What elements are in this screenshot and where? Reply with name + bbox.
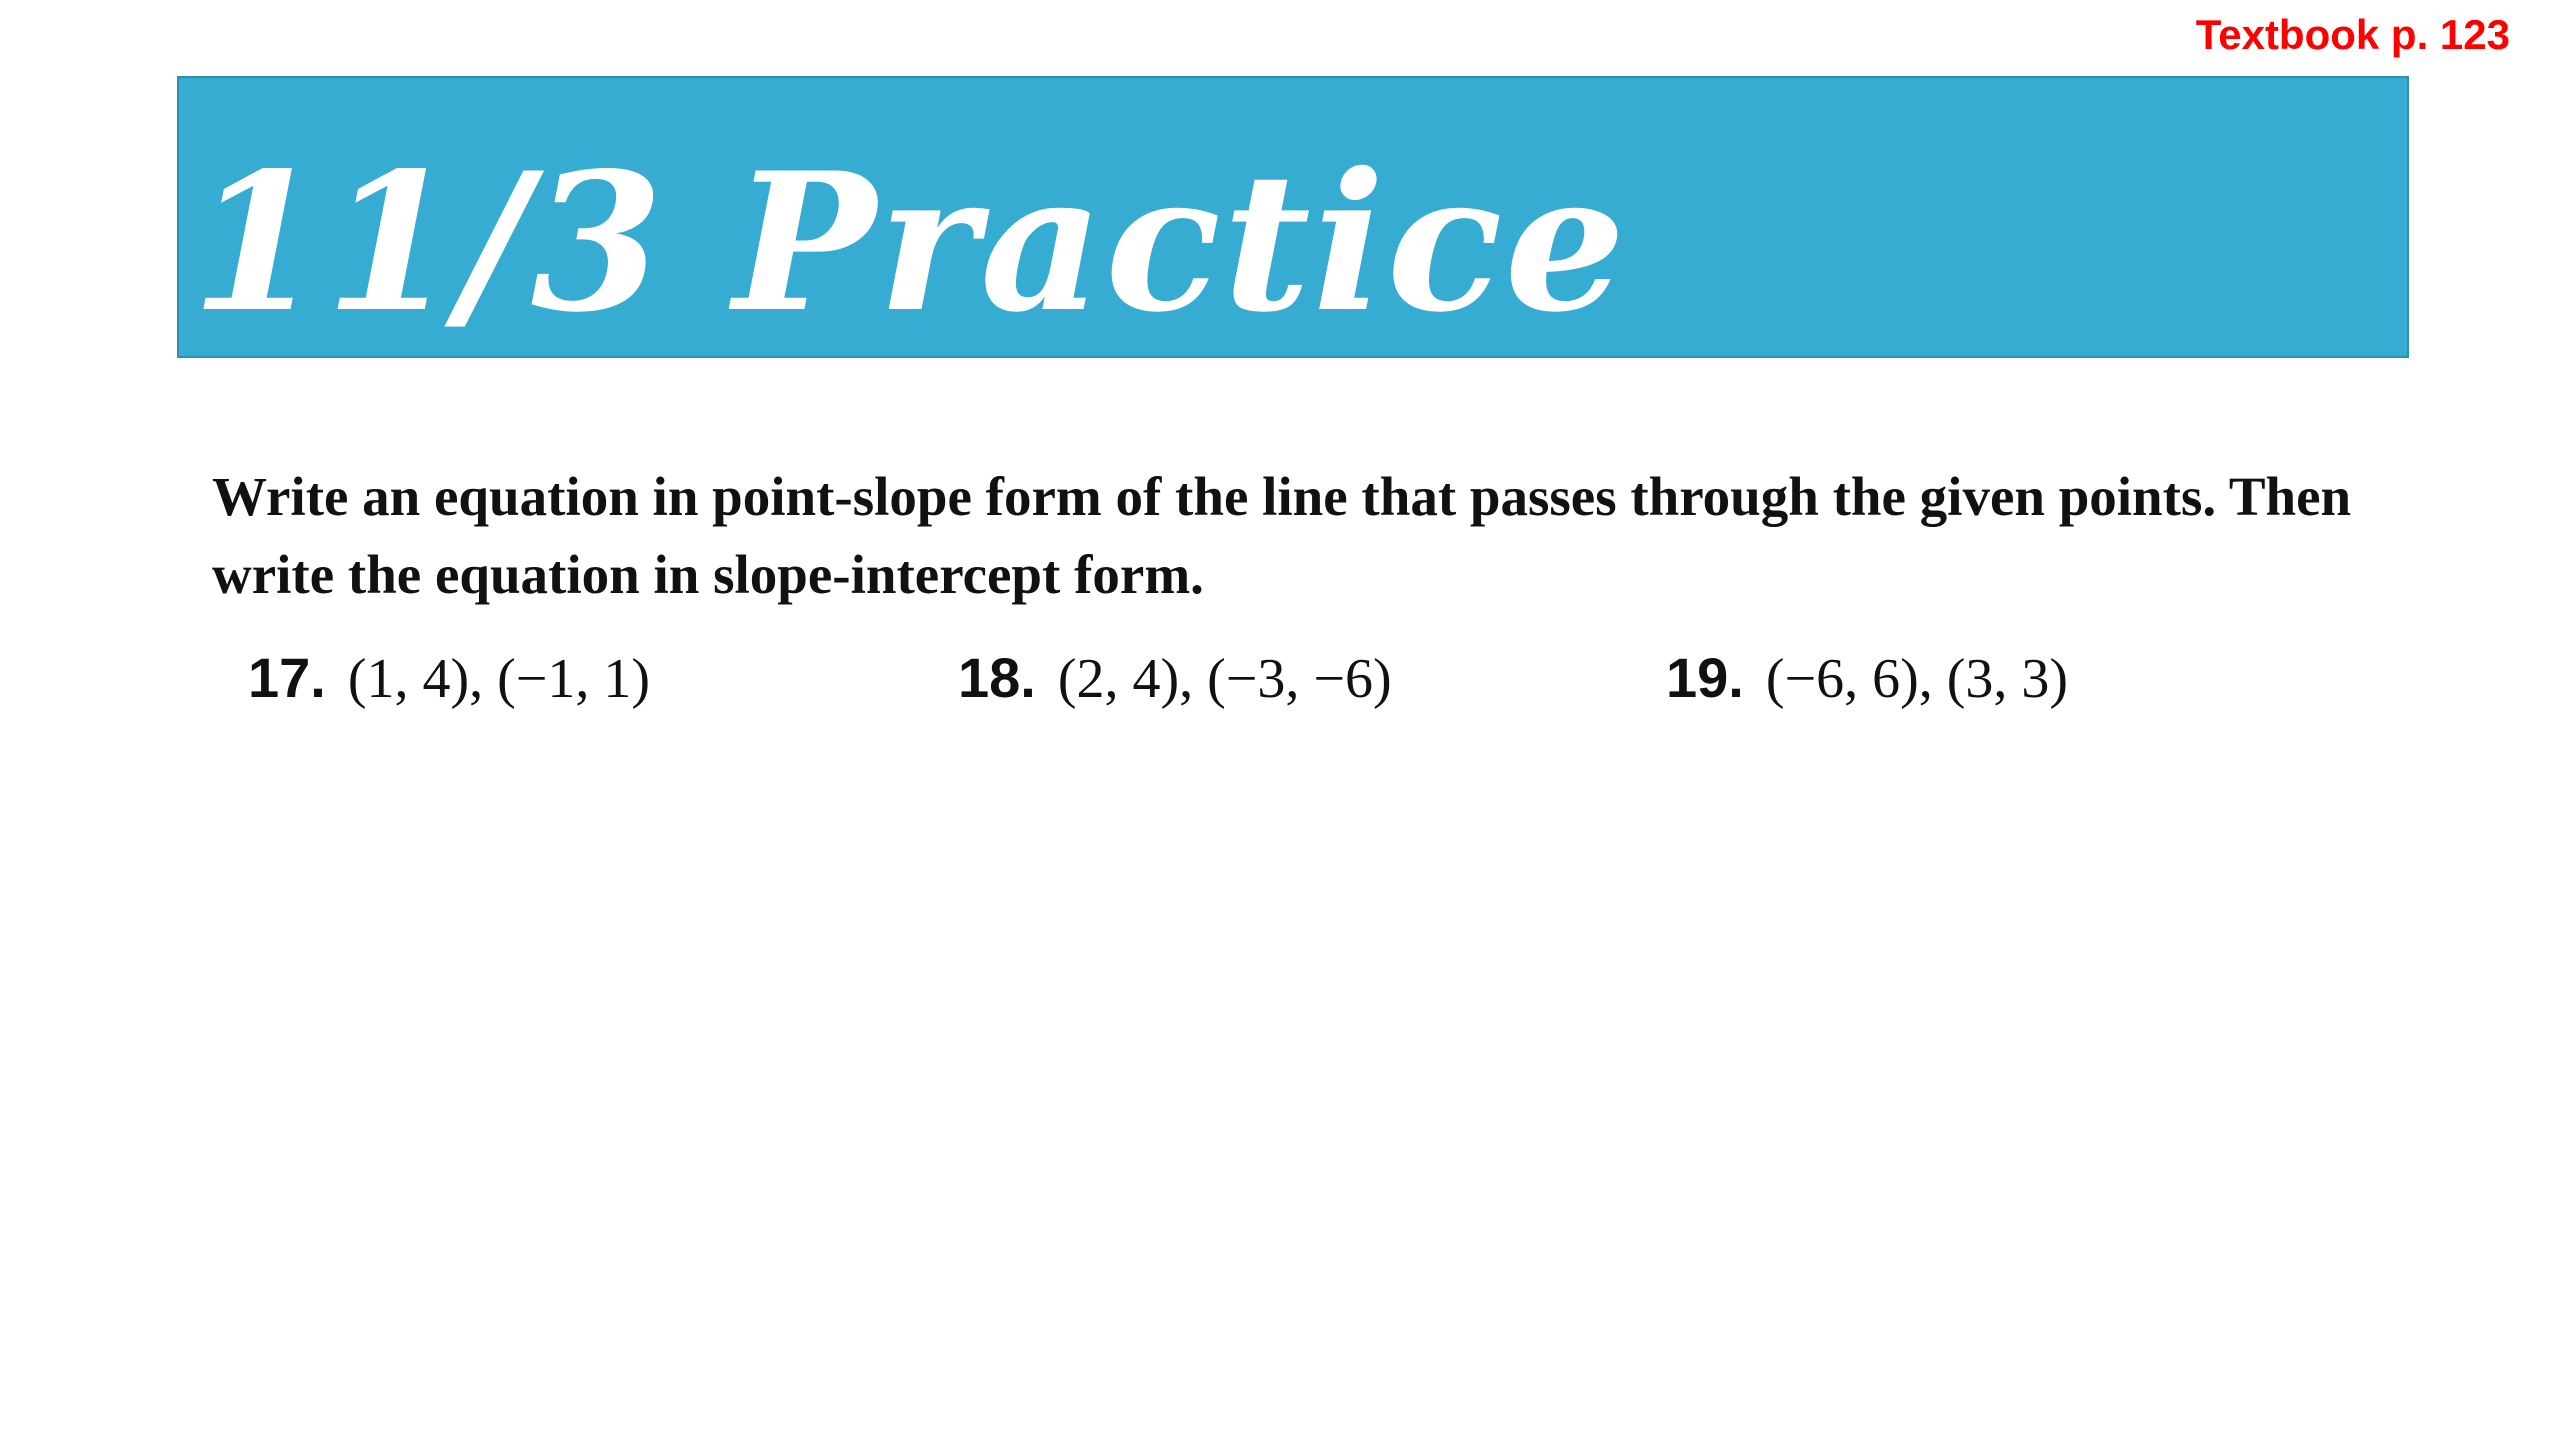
problem-number: 18. [958, 646, 1036, 709]
problem-18 [958, 646, 1392, 710]
problem-number: 19. [1666, 646, 1744, 709]
problem-17 [248, 646, 651, 710]
problem-points: (1, 4), (−1, 1) [347, 648, 651, 710]
instructions-text: Write an equation in point-slope form of the line that passes through the given points. Then write the equation in slope-intercept form. [212, 466, 2352, 605]
page-title: 11/3 Practice [191, 131, 1628, 354]
problem-points: (2, 4), (−3, −6) [1057, 648, 1392, 710]
title-banner [177, 76, 2409, 358]
problem-points: (−6, 6), (3, 3) [1765, 648, 2069, 710]
problem-number: 17. [248, 646, 326, 709]
problem-19 [1666, 646, 2069, 710]
textbook-reference: Textbook p. 123 [2195, 11, 2510, 58]
